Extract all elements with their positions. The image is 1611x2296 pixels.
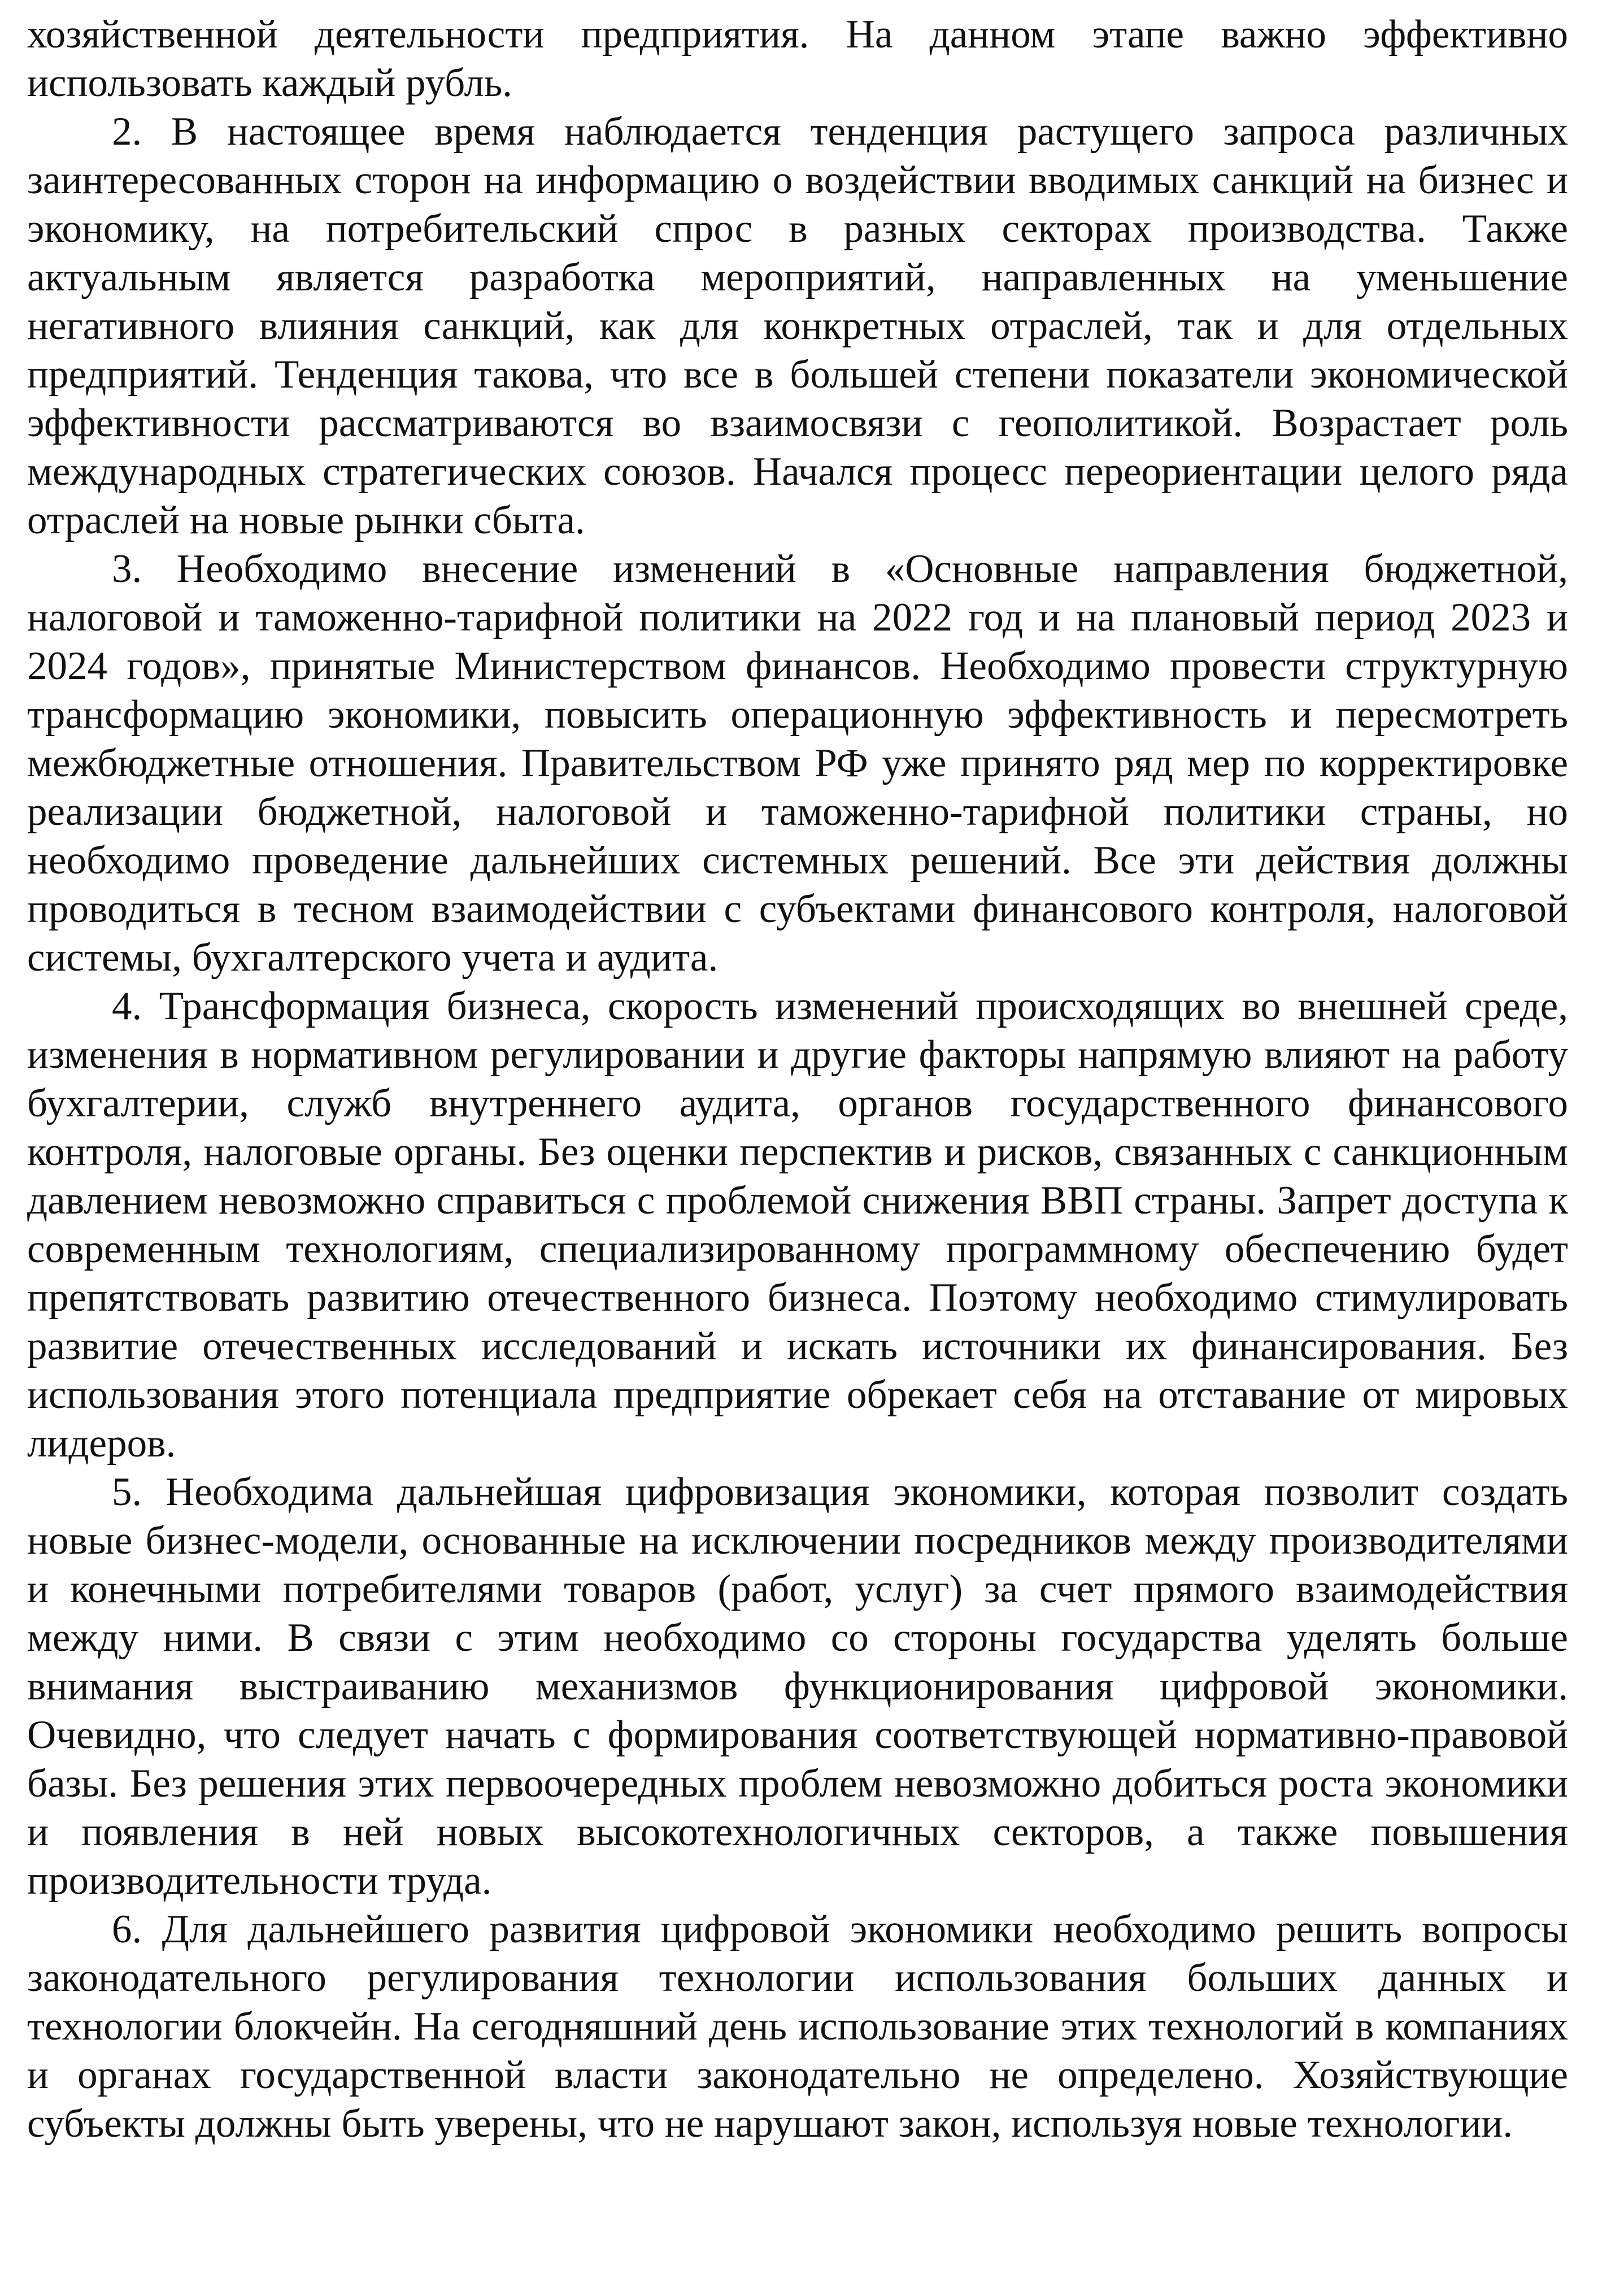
paragraph-item-2: 2. В настоящее время наблюдается тенденция растущего запроса различных заинтересованных сторон на информацию о воздействии вводимых санкций на бизнес и экономику, на потребительский спрос в разных секторах производства. Также актуальным является разработка мероприятий, направленных на уменьшение негативного влияния санкций, как для конкретных отраслей, так и для отдельных предприятий. Тенденция такова, что все в большей степени показатели экономической эффективности рассматриваются во взаимосвязи с геополитикой. Возрастает роль международных стратегических союзов. Начался процесс переориентации целого ряда отраслей на новые рынки сбыта. xyxy=(27,110,1568,542)
paragraph-item-4: 4. Трансформация бизнеса, скорость изменений происходящих во внешней среде, изменения в нормативном регулировании и другие факторы напрямую влияют на работу бухгалтерии, служб внутреннего аудита, органов государственного финансового контроля, налоговые органы. Без оценки перспектив и рисков, связанных с санкционным давлением невозможно справиться с проблемой снижения ВВП страны. Запрет доступа к современным технологиям, специализированному программному обеспечению будет препятствовать развитию отечественного бизнеса. Поэтому необходимо стимулировать развитие отечественных исследований и искать источники их финансирования. Без использования этого потенциала предприятие обрекает себя на отставание от мировых лидеров. xyxy=(27,984,1568,1466)
document-page xyxy=(27,10,1568,2148)
paragraph-item-3: 3. Необходимо внесение изменений в «Основные направления бюджетной, налоговой и таможенно-тарифной политики на 2022 год и на плановый период 2023 и 2024 годов», принятые Министерством финансов. Необходимо провести структурную трансформацию экономики, повысить операционную эффективность и пересмотреть межбюджетные отношения. Правительством РФ уже принято ряд мер по корректировке реализации бюджетной, налоговой и таможенно-тарифной политики страны, но необходимо проведение дальнейших системных решений. Все эти действия должны проводиться в тесном взаимодействии с субъектами финансового контроля, налоговой системы, бухгалтерского учета и аудита. xyxy=(27,547,1568,980)
paragraph-item-5: 5. Необходима дальнейшая цифровизация экономики, которая позволит создать новые бизнес-модели, основанные на исключении посредников между производителями и конечными потребителями товаров (работ, услуг) за счет прямого взаимодействия между ними. В связи с этим необходимо со стороны государства уделять больше внимания выстраиванию механизмов функционирования цифровой экономики. Очевидно, что следует начать с формирования соответствующей нормативно-правовой базы. Без решения этих первоочередных проблем невозможно добиться роста экономики и появления в ней новых высокотехнологичных секторов, а также повышения производительности труда. xyxy=(27,1470,1568,1903)
paragraph-continuation: хозяйственной деятельности предприятия. На данном этапе важно эффективно использовать каждый рубль. xyxy=(27,12,1568,105)
paragraph-item-6: 6. Для дальнейшего развития цифровой экономики необходимо решить вопросы законодательного регулирования технологии использования больших данных и технологии блокчейн. На сегодняшний день использование этих технологий в компаниях и органах государственной власти законодательно не определено. Хозяйствующие субъекты должны быть уверены, что не нарушают закон, используя новые технологии. xyxy=(27,1907,1568,2146)
